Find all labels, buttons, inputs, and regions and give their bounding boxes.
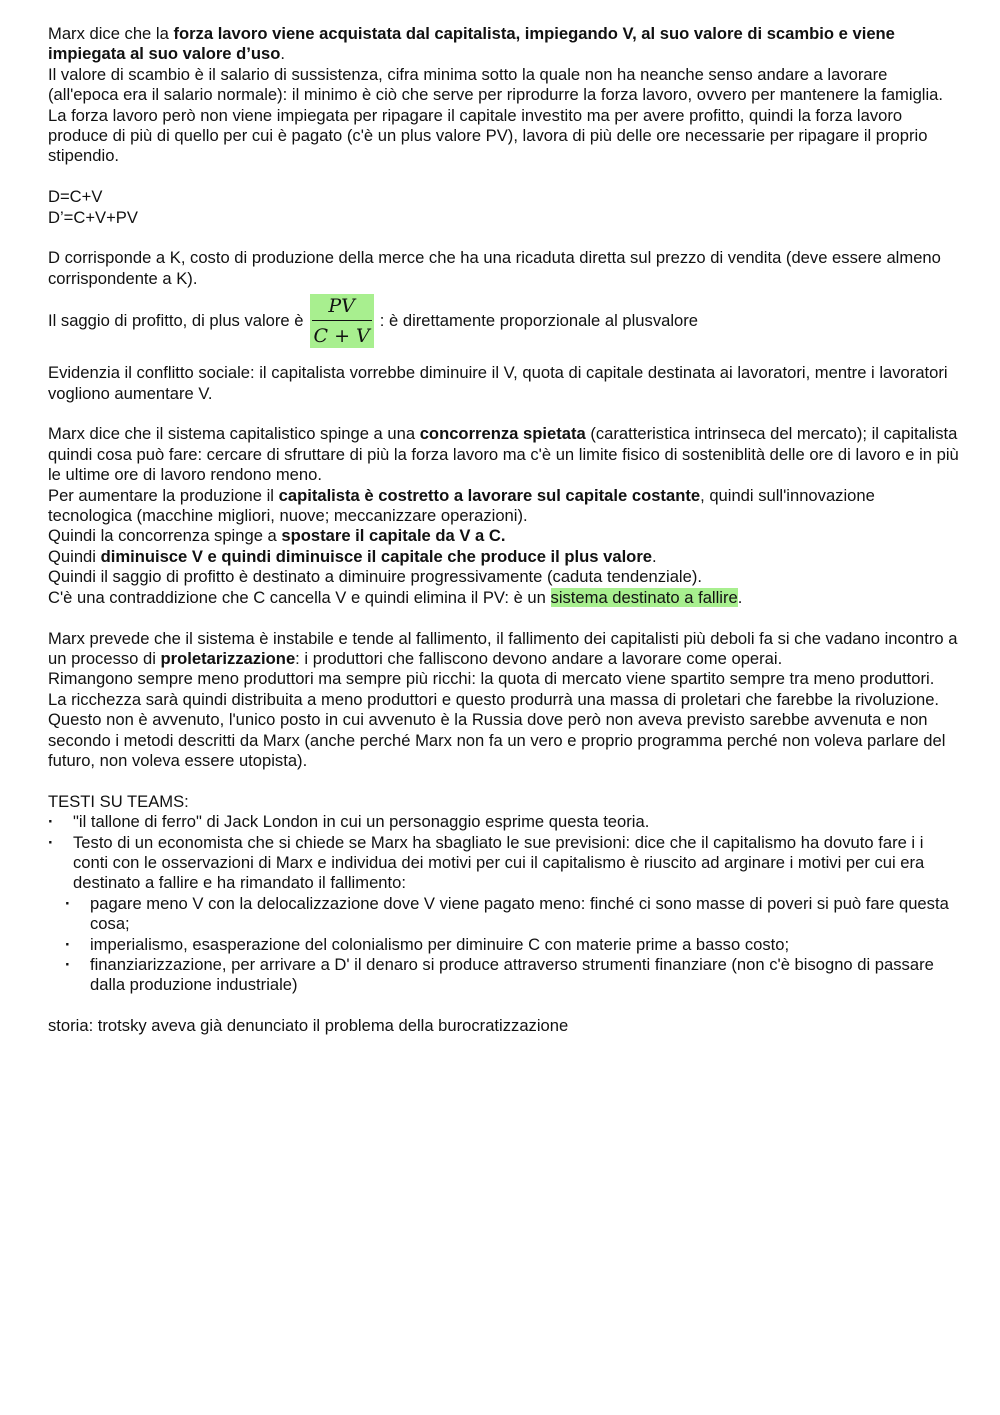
profit-rate-fraction — [310, 294, 374, 348]
paragraph-forza-lavoro: Marx dice che la forza lavoro viene acquistata dal capitalista, impiegando V, al suo valore di scambio e viene impiegata al suo valore d’uso. — [48, 24, 895, 64]
paragraph-meno-produttori: Rimangono sempre meno produttori ma sempre più ricchi: la quota di mercato viene spartito sempre tra meno produttori. — [48, 669, 935, 689]
fraction-denominator: C + V — [313, 325, 370, 348]
paragraph-conflitto-sociale: Evidenzia il conflitto sociale: il capitalista vorrebbe diminuire il V, quota di capitale destinata ai lavoratori, mentre i lavoratori vogliono aumentare V. — [48, 363, 948, 403]
bold-text: spostare il capitale da V a C. — [281, 526, 506, 546]
teams-sublist — [48, 894, 960, 996]
highlighted-text: sistema destinato a fallire — [550, 587, 738, 607]
equation-d: D=C+V — [48, 187, 103, 207]
profit-rate-line — [48, 293, 960, 349]
list-item: · imperialismo, esasperazione del colonialismo per diminuire C con materie prime a basso costo; — [48, 935, 960, 955]
teams-heading: TESTI SU TEAMS: — [48, 791, 189, 811]
paragraph-russia: Questo non è avvenuto, l'unico posto in cui avvenuto è la Russia dove però non aveva previsto sarebbe avvenuta e non secondo i metodi descritti da Marx (anche perché Marx non fa un vero e proprio programma perché non voleva parlare del futuro, non voleva essere utopista). — [48, 710, 946, 770]
paragraph-plus-valore: La forza lavoro però non viene impiegata per ripagare il capitale investito ma per avere profitto, quindi la forza lavoro produce di più di quello per cui è pagato (c'è un plus valore PV), lavora di più delle ore necessarie per ripagare il proprio stipendio. — [48, 105, 928, 166]
formula-text-after: : è direttamente proporzionale al plusvalore — [379, 311, 699, 331]
paragraph-storia: storia: trotsky aveva già denunciato il problema della burocratizzazione — [48, 1016, 569, 1036]
list-item: · finanziarizzazione, per arrivare a D' il denaro si produce attraverso strumenti finanziare (non c'è bisogno di passare dalla produzione industriale) — [48, 955, 960, 996]
bold-text: concorrenza spietata — [419, 424, 586, 444]
paragraph-ricchezza: La ricchezza sarà quindi distribuita a meno produttori e questo produrrà una massa di proletari che farebbe la rivoluzione. — [48, 689, 940, 709]
list-item: · Testo di un economista che si chiede se Marx ha sbagliato le sue previsioni: dice che il capitalismo ha dovuto fare i i conti con le osservazioni di Marx e individua dei motivi per cui il capitalismo è riuscito ad arginare i motivi per cui era destinato a fallire e ha rimandato il fallimento: — [48, 833, 960, 894]
paragraph-saggio-profitto: Quindi il saggio di profitto è destinato a diminuire progressivamente (caduta tendenziale). — [48, 567, 702, 587]
list-item: · "il tallone di ferro" di Jack London in cui un personaggio esprime questa teoria. — [48, 812, 960, 832]
document-page — [48, 24, 960, 1037]
formula-text-before: Il saggio di profitto, di plus valore è — [48, 311, 304, 331]
paragraph-costo-produzione: D corrisponde a K, costo di produzione della merce che ha una ricaduta diretta sul prezzo di vendita (deve essere almeno corrispondente a K). — [48, 248, 941, 288]
teams-list — [48, 812, 960, 894]
fraction-bar — [312, 320, 372, 321]
paragraph-capitale-costante: Per aumentare la produzione il capitalista è costretto a lavorare sul capitale costante, quindi sull'innovazione tecnologica (macchine migliori, nuove; meccanizzare operazioni). — [48, 485, 875, 526]
paragraph-concorrenza: Marx dice che il sistema capitalistico spinge a una concorrenza spietata (caratteristica intrinseca del mercato); il capitalista quindi cosa può fare: cercare di sfruttare di più la forza lavoro ma c'è un limite fisico di sosteniblità delle ore di lavoro e in più le ultime ore di lavoro rendono meno. — [48, 424, 959, 485]
paragraph-proletarizzazione: Marx prevede che il sistema è instabile e tende al fallimento, il fallimento dei capitalisti più deboli fa si che vadano incontro a un processo di proletarizzazione: i produttori che falliscono devono andare a lavorare come operai. — [48, 628, 958, 668]
paragraph-diminuisce-v: Quindi diminuisce V e quindi diminuisce il capitale che produce il plus valore. — [48, 546, 657, 566]
bold-text: diminuisce V e quindi diminuisce il capitale che produce il plus valore — [100, 546, 653, 566]
paragraph-valore-scambio: Il valore di scambio è il salario di sussistenza, cifra minima sotto la quale non ha neanche senso andare a lavorare (all'epoca era il salario normale): il minimo è ciò che serve per riprodurre la forza lavoro, ovvero per mantenere la famiglia. — [48, 64, 944, 105]
fraction-numerator: PV — [328, 295, 355, 318]
paragraph-spostare-capitale: Quindi la concorrenza spinge a spostare il capitale da V a C. — [48, 526, 506, 546]
bold-text: forza lavoro viene acquistata dal capitalista, impiegando V, al suo valore di scambio e viene impiegata al suo valore d’uso — [48, 24, 895, 64]
bold-text: proletarizzazione — [160, 648, 296, 668]
equation-d-prime: D’=C+V+PV — [48, 207, 138, 227]
paragraph-contraddizione: C'è una contraddizione che C cancella V e quindi elimina il PV: è un sistema destinato a fallire. — [48, 587, 743, 607]
bold-text: capitalista è costretto a lavorare sul capitale costante — [278, 485, 701, 505]
list-item: · pagare meno V con la delocalizzazione dove V viene pagato meno: finché ci sono masse di poveri si può fare questa cosa; — [48, 894, 960, 935]
